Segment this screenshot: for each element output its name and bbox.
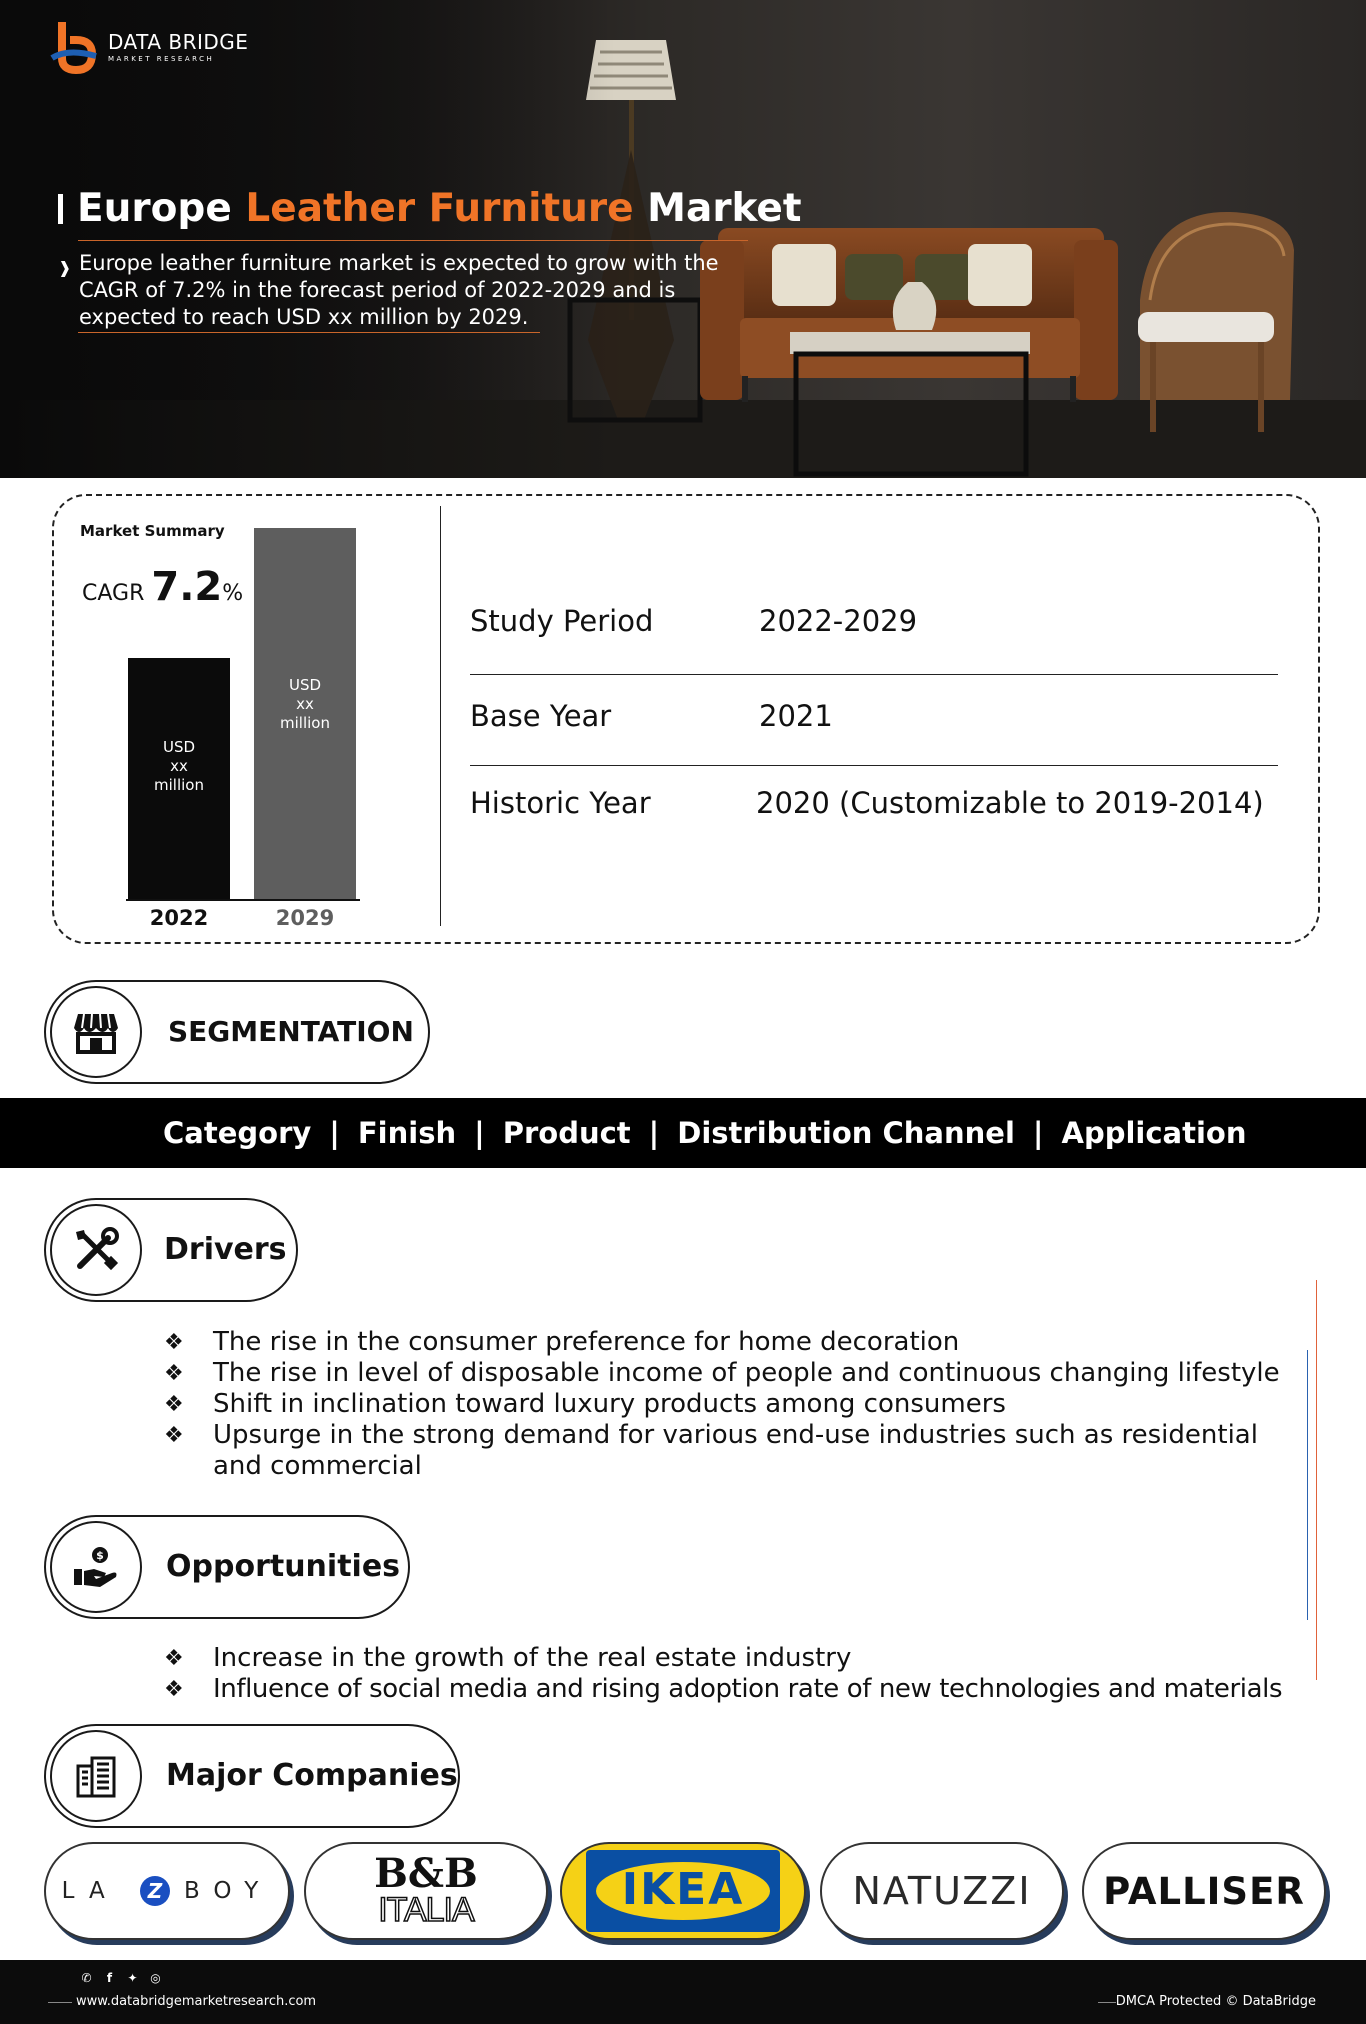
decorative-line-orange <box>1316 1280 1317 1680</box>
store-icon-circle <box>50 986 142 1078</box>
bar-2029-line1: USD <box>288 676 322 694</box>
segmentation-bar <box>0 1098 1366 1168</box>
opportunities-heading: Opportunities <box>166 1549 401 1584</box>
segment-finish: Finish <box>357 1116 457 1150</box>
decorative-line-blue <box>1307 1350 1308 1620</box>
opportunities-heading-pill <box>44 1515 410 1619</box>
instagram-icon[interactable]: ◎ <box>150 1971 161 1985</box>
logo-palliser[interactable] <box>1082 1842 1326 1940</box>
whatsapp-icon[interactable]: ✆ <box>81 1971 92 1985</box>
caret-right-icon: ❱ <box>58 258 72 277</box>
segment-category: Category <box>163 1116 312 1150</box>
bar-2022-line2: xx <box>170 757 188 775</box>
bb-wordmark-top: B&B <box>374 1850 478 1897</box>
hero-banner <box>0 0 1366 478</box>
brand-tagline: MARKET RESEARCH <box>108 54 215 63</box>
chart-axis <box>126 899 360 901</box>
segment-separator: | <box>474 1116 485 1150</box>
drivers-heading-pill <box>44 1198 298 1302</box>
segment-separator: | <box>1032 1116 1044 1150</box>
bar-2022 <box>128 658 230 900</box>
list-item: ❖ The rise in level of disposable income of people and continuous changing lifestyle <box>164 1358 1280 1388</box>
facebook-icon[interactable]: f <box>106 1971 113 1985</box>
cagr-prefix: CAGR <box>82 581 152 606</box>
list-item: ❖ Increase in the growth of the real estate industry <box>164 1643 852 1673</box>
title-underline <box>78 240 748 241</box>
companies-heading-pill <box>44 1724 460 1828</box>
bar-2029-line3: million <box>280 714 330 732</box>
hero-description: Europe leather furniture market is expected to grow with the CAGR of 7.2% in the forecast period of 2022-2029 and is expected to reach USD xx million by 2029. <box>79 251 719 329</box>
study-period-label: Study Period <box>470 604 654 638</box>
logo-mark-icon <box>48 18 100 74</box>
lazboy-wordmark: LA Z BOY <box>61 1878 273 1904</box>
segmentation-heading-pill <box>44 980 430 1084</box>
ikea-blue-box <box>586 1850 780 1932</box>
bar-2029-line2: xx <box>296 695 314 713</box>
title-suffix: Market <box>633 186 802 231</box>
page-title <box>58 186 802 231</box>
cagr-unit: % <box>222 581 244 606</box>
buildings-icon-circle <box>50 1730 142 1822</box>
diamond-bullet-icon: ❖ <box>164 1361 184 1386</box>
hand-coin-icon <box>72 1543 120 1591</box>
natuzzi-wordmark: NATUZZI <box>852 1869 1032 1913</box>
base-year-label: Base Year <box>470 699 612 733</box>
description-underline <box>78 332 540 333</box>
logo-ikea[interactable] <box>560 1842 806 1940</box>
market-summary-card <box>52 494 1320 944</box>
list-item: ❖ Influence of social media and rising adoption rate of new technologies and materials <box>164 1674 1283 1704</box>
segment-product: Product <box>502 1116 631 1150</box>
bar-2029 <box>254 528 356 900</box>
segment-separator: | <box>329 1116 340 1150</box>
cagr-value: 7.2 <box>151 564 223 610</box>
cagr-readout <box>82 564 243 610</box>
bar-2022-line3: million <box>154 776 204 794</box>
drivers-list <box>164 1327 1304 1482</box>
twitter-icon[interactable]: ✦ <box>127 1971 138 1985</box>
title-accent: Leather Furniture <box>245 186 634 231</box>
segment-application: Application <box>1061 1116 1247 1150</box>
diamond-bullet-icon: ❖ <box>164 1646 184 1671</box>
list-item: ❖ Shift in inclination toward luxury products among consumers <box>164 1389 1006 1419</box>
footer-rule <box>48 2002 72 2003</box>
historic-year-value: 2020 (Customizable to 2019-2014) <box>756 786 1264 820</box>
list-item: ❖ The rise in the consumer preference for home decoration <box>164 1327 960 1357</box>
lazboy-z-badge: Z <box>140 1876 170 1906</box>
footer <box>0 1960 1366 2024</box>
segment-separator: | <box>648 1116 660 1150</box>
segmentation-heading: SEGMENTATION <box>168 1015 414 1048</box>
social-links <box>78 1970 164 1987</box>
drivers-heading: Drivers <box>164 1232 287 1267</box>
row-divider <box>470 674 1278 675</box>
market-summary-label: Market Summary <box>80 522 225 540</box>
website-link[interactable]: www.databridgemarketresearch.com <box>76 1994 317 2009</box>
study-period-value: 2022-2029 <box>759 604 918 638</box>
footer-rule <box>1098 2002 1116 2003</box>
dmca-notice: DMCA Protected © DataBridge <box>1115 1994 1316 2009</box>
year-label-2029: 2029 <box>275 906 335 930</box>
ikea-wordmark: IKEA <box>621 1864 745 1915</box>
tools-icon-circle <box>50 1204 142 1296</box>
base-year-value: 2021 <box>759 699 833 733</box>
logo-bb-italia[interactable] <box>304 1842 548 1940</box>
diamond-bullet-icon: ❖ <box>164 1392 184 1417</box>
svg-text:$: $ <box>96 1549 104 1562</box>
historic-year-label: Historic Year <box>470 786 651 820</box>
diamond-bullet-icon: ❖ <box>164 1330 184 1355</box>
logo-la-z-boy[interactable] <box>44 1842 290 1940</box>
row-divider <box>470 765 1278 766</box>
tools-icon <box>72 1226 120 1274</box>
diamond-bullet-icon: ❖ <box>164 1677 184 1702</box>
title-prefix: Europe <box>77 186 246 231</box>
logo-natuzzi[interactable] <box>820 1842 1064 1940</box>
title-bar-decoration <box>58 194 63 224</box>
hand-coin-icon-circle <box>50 1521 142 1613</box>
bb-wordmark-bottom: ITALIA <box>378 1891 474 1929</box>
palliser-wordmark: PALLISER <box>1103 1869 1305 1913</box>
bar-2022-line1: USD <box>162 738 196 756</box>
buildings-icon <box>72 1752 120 1800</box>
opportunities-list <box>164 1643 1344 1705</box>
store-icon <box>72 1008 120 1056</box>
list-item: ❖ Upsurge in the strong demand for various end-use industries such as residential and commercial <box>164 1420 1258 1481</box>
summary-divider <box>440 506 441 926</box>
companies-heading: Major Companies <box>166 1758 458 1793</box>
diamond-bullet-icon: ❖ <box>164 1423 184 1448</box>
segment-distribution-channel: Distribution Channel <box>677 1116 1015 1150</box>
brand-name: DATA BRIDGE <box>108 29 249 54</box>
year-label-2022: 2022 <box>149 906 209 930</box>
brand-logo[interactable] <box>48 18 248 74</box>
